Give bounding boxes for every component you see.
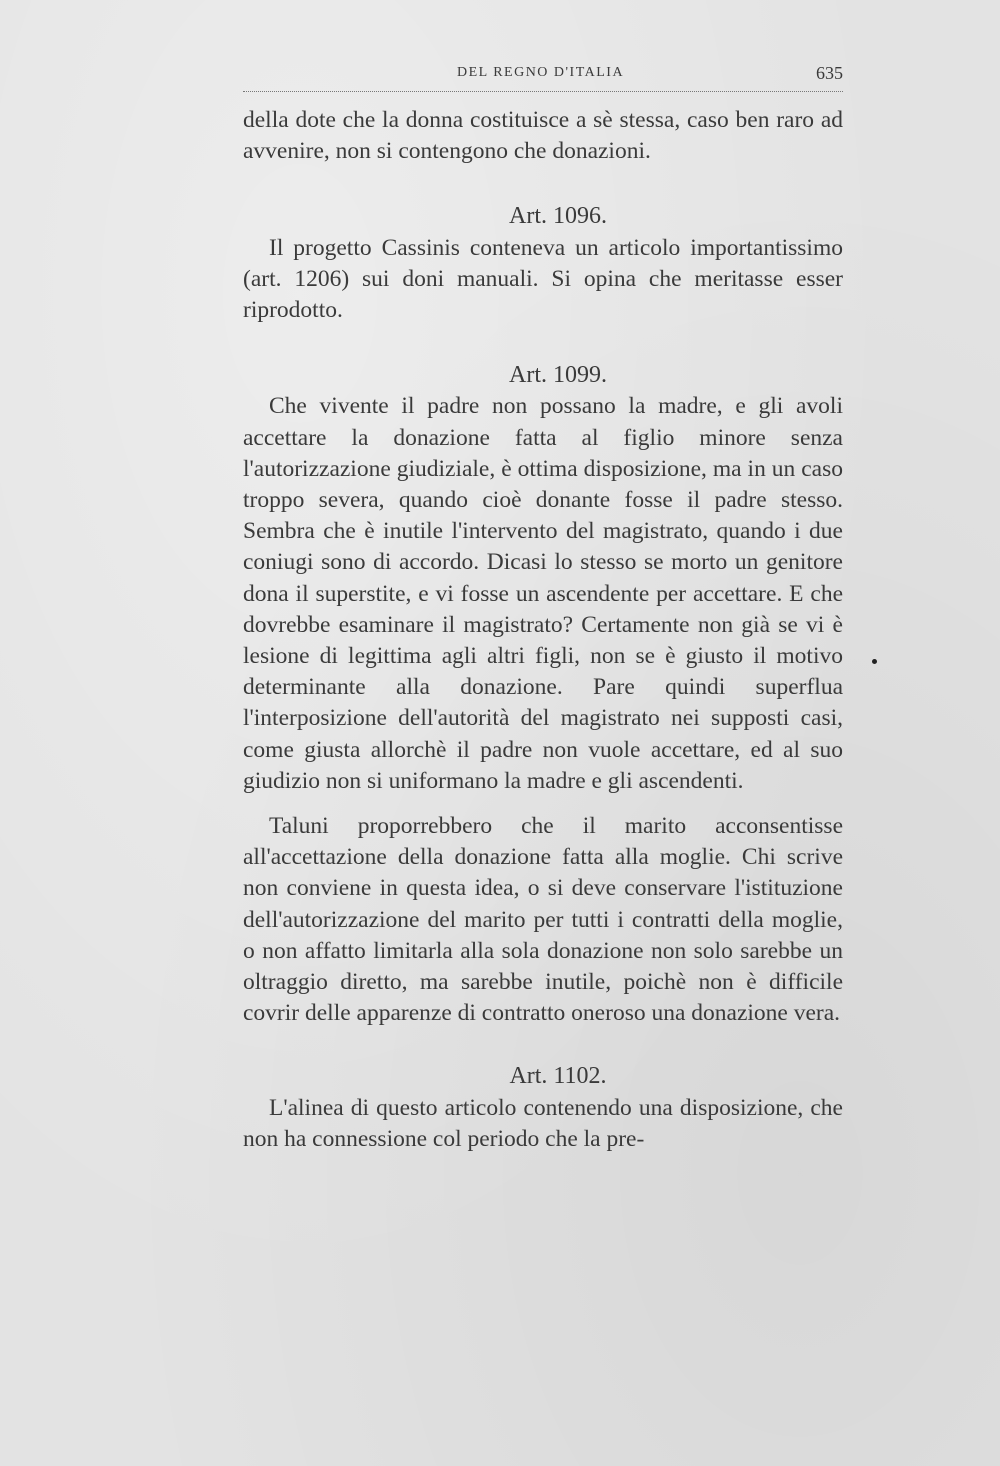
page-number: 635 <box>816 63 843 83</box>
paragraph-intro: della dote che la donna costituisce a sè stessa, caso ben raro ad avvenire, non si contengono che donazioni. <box>243 107 843 165</box>
running-title: DEL REGNO D'ITALIA <box>457 65 625 80</box>
article-heading-1096: Art. 1096. <box>509 203 607 230</box>
ink-speck <box>872 659 877 664</box>
article-heading-1099: Art. 1099. <box>509 362 607 389</box>
paragraph-art-1102: L'alinea di questo articolo contenendo una disposizione, che non ha connessione col periodo che la pre- <box>243 1094 843 1152</box>
page-header <box>243 63 843 92</box>
article-heading-1102: Art. 1102. <box>509 1063 607 1090</box>
paragraph-art-1099-1: Che vivente il padre non possano la madre, e gli avoli accettare la donazione fatta al figlio minore senza l'autorizzazione giudiziale, è ottima disposizione, ma in un caso troppo severa, quando cioè donante fosse il padre stesso. Sembra che è inutile l'intervento del magistrato, quando i due coniugi sono di accordo. Dicasi lo stesso se morto un genitore dona il superstite, e vi fosse un ascendente per accettare. E che dovrebbe esaminare il magistrato? Certamente non già se vi è lesione di legittima agli altri figli, non se è giusto il motivo determinante alla donazione. Pare quindi superflua l'interposizione dell'autorità del magistrato nei supposti casi, come giusta allorchè il padre non vuole accettare, ed al suo giudizio non si uniformano la madre e gli ascendenti. <box>243 393 843 794</box>
body-text <box>243 105 843 1155</box>
paragraph-art-1096: Il progetto Cassinis conteneva un articolo importantissimo (art. 1206) sui doni manuali. Si opina che meritasse esser riprodotto. <box>243 234 843 324</box>
paragraph-art-1099-2: Taluni proporrebbero che il marito acconsentisse all'accettazione della donazione fatta alla moglie. Chi scrive non conviene in questa idea, o si deve conservare l'istituzione dell'autorizzazione del marito per tutti i contratti della moglie, o non affatto limitarla alla sola donazione non solo sarebbe un oltraggio diretto, ma sarebbe inutile, poichè non è difficile covrir delle apparenze di contratto oneroso una donazione vera. <box>243 813 843 1027</box>
